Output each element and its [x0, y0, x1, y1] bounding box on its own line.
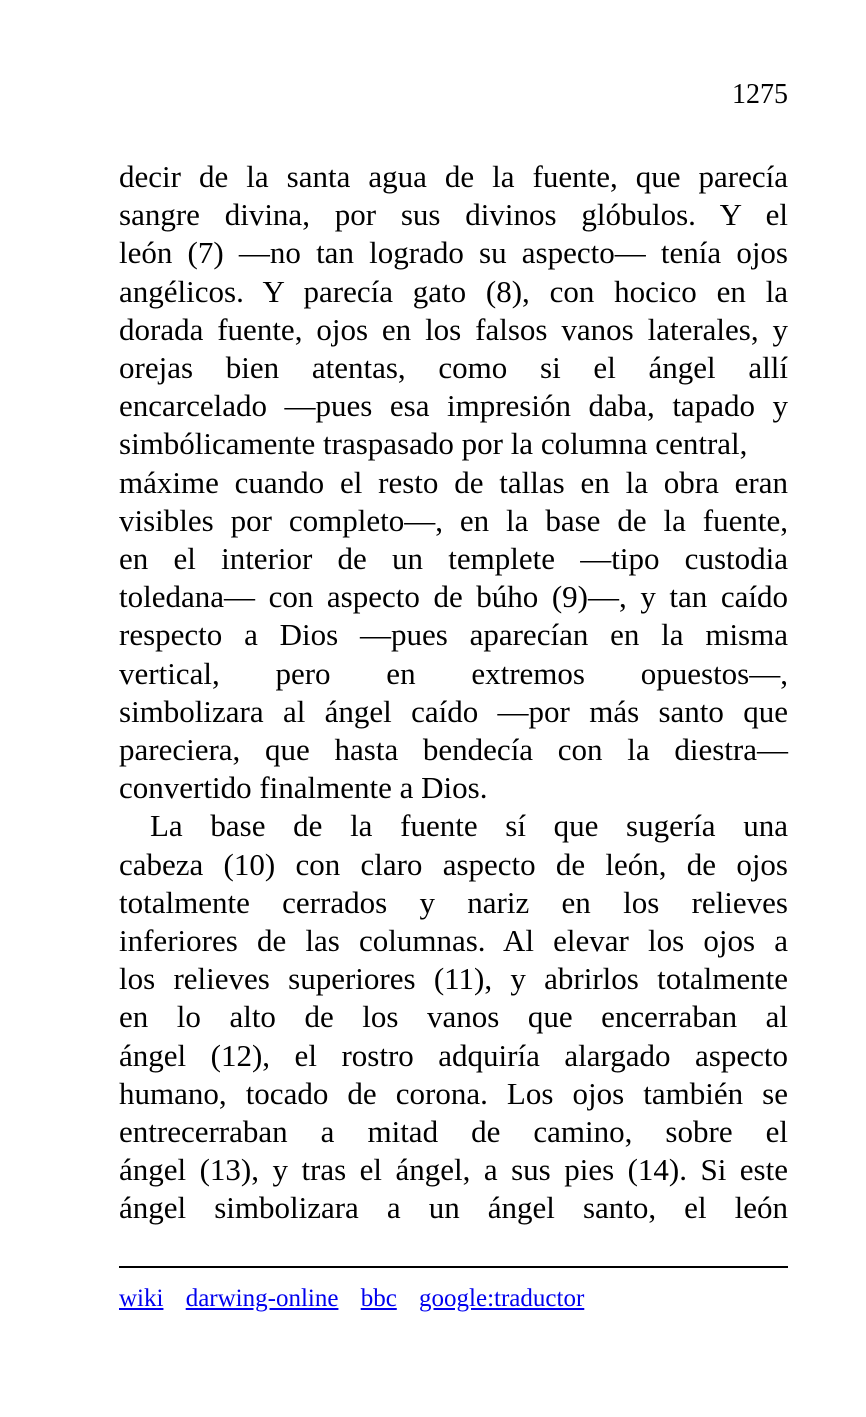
text-line: ángel (13), y tras el ángel, a sus pies (14). Si este — [119, 1152, 788, 1188]
text-line: toledana— con aspecto de búho (9)—, y tan caído — [119, 579, 788, 615]
link-wiki[interactable]: wiki — [119, 1285, 164, 1312]
text-line: totalmente cerrados y nariz en los relieves — [119, 884, 788, 920]
text-line: humano, tocado de corona. Los ojos también se — [119, 1075, 788, 1111]
text-line: en el interior de un templete —tipo custodia — [119, 541, 788, 577]
text-line: máxime cuando el resto de tallas en la obra eran — [119, 464, 788, 500]
text-line: entrecerraban a mitad de camino, sobre el — [119, 1114, 788, 1150]
text-line: ángel (12), el rostro adquiría alargado aspecto — [119, 1037, 788, 1073]
text-line: La base de la fuente sí que sugería una — [150, 808, 788, 844]
text-line: encarcelado —pues esa impresión daba, tapado y — [119, 388, 788, 424]
text-line: visibles por completo—, en la base de la fuente, — [119, 502, 788, 538]
text-line: en lo alto de los vanos que encerraban al — [119, 999, 788, 1035]
text-line: vertical, pero en extremos opuestos—, — [119, 655, 788, 691]
text-line: ángel simbolizara a un ángel santo, el león — [119, 1190, 788, 1226]
text-line: simbólicamente traspasado por la columna central, — [119, 426, 748, 462]
text-line: convertido finalmente a Dios. — [119, 770, 488, 806]
text-line: decir de la santa agua de la fuente, que parecía — [119, 159, 788, 194]
text-line: angélicos. Y parecía gato (8), con hocico en la — [119, 273, 788, 309]
page-number: 1275 — [732, 79, 788, 110]
text-line: cabeza (10) con claro aspecto de león, de ojos — [119, 846, 788, 882]
footer-links — [119, 1284, 600, 1314]
text-line: dorada fuente, ojos en los falsos vanos laterales, y — [119, 311, 788, 347]
footer-divider — [119, 1266, 788, 1268]
link-darwing-online[interactable]: darwing-online — [185, 1285, 339, 1312]
text-line: león (7) —no tan logrado su aspecto— tenía ojos — [119, 235, 788, 271]
paragraph-1 — [119, 158, 788, 807]
link-google-traductor[interactable]: google:traductor — [419, 1285, 585, 1312]
text-line: simbolizara al ángel caído —por más santo que — [119, 693, 788, 729]
text-body — [119, 158, 788, 1228]
text-line: los relieves superiores (11), y abrirlos totalmente — [119, 961, 788, 997]
link-bbc[interactable]: bbc — [360, 1285, 397, 1312]
text-line: orejas bien atentas, como si el ángel allí — [119, 350, 788, 386]
text-line: respecto a Dios —pues aparecían en la misma — [119, 617, 788, 653]
paragraph-2 — [119, 807, 788, 1227]
text-line: inferiores de las columnas. Al elevar los ojos a — [119, 923, 788, 959]
text-line: pareciera, que hasta bendecía con la diestra— — [119, 732, 788, 768]
text-line: sangre divina, por sus divinos glóbulos. Y el — [119, 197, 788, 233]
